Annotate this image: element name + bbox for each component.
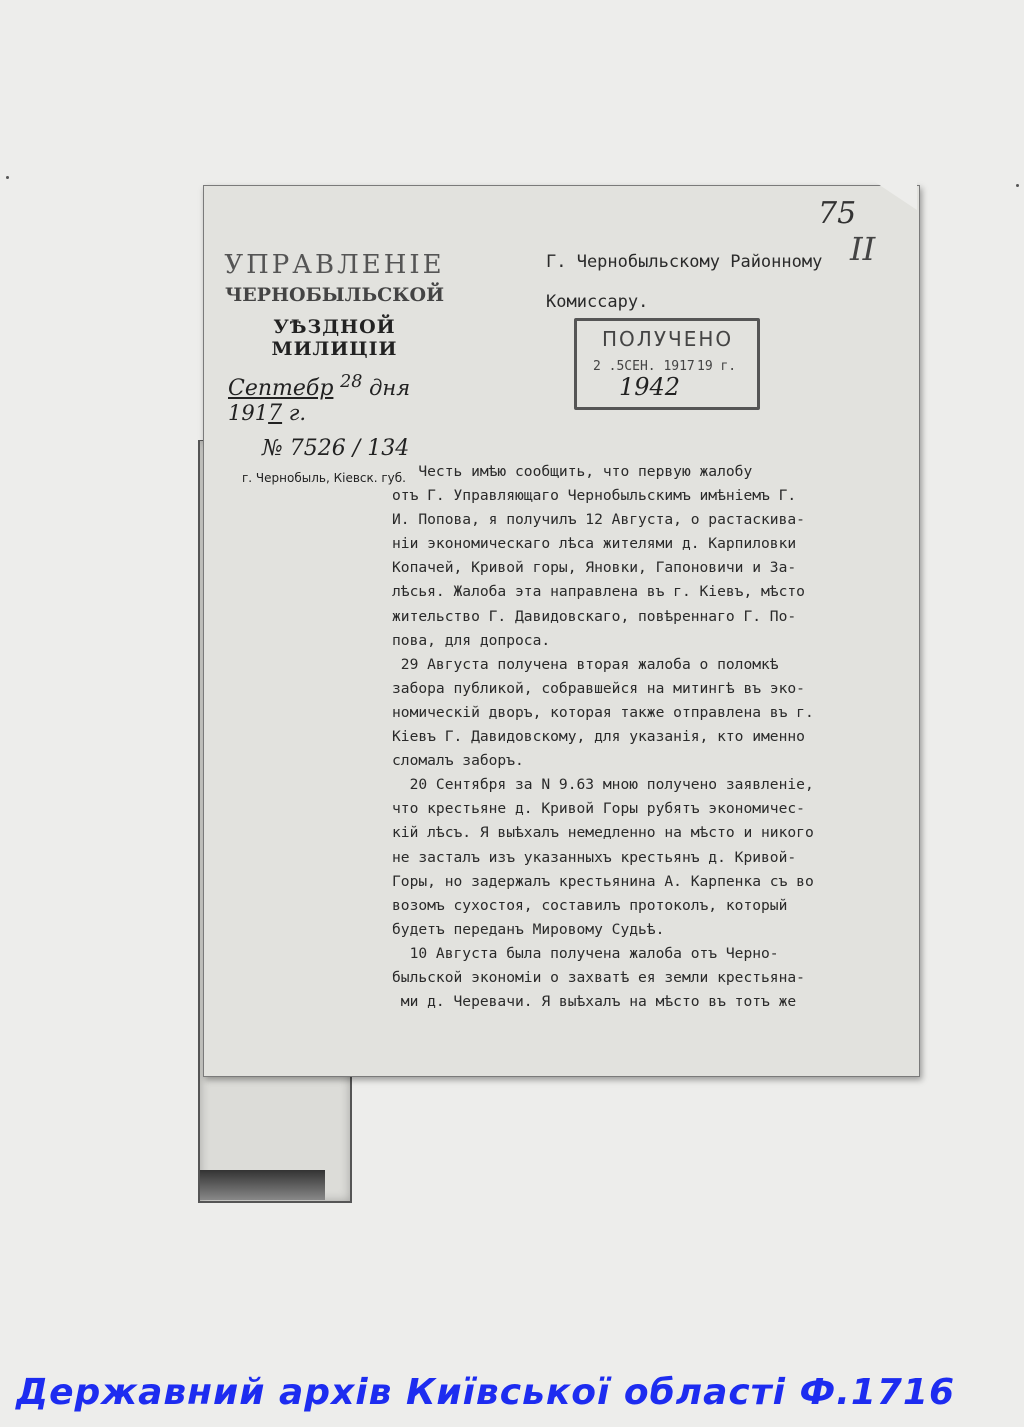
letterhead-stamp [222, 250, 447, 485]
addressee-line1: Г. Чернобыльскому Районному [546, 252, 823, 272]
body-line: Кіевъ Г. Давидовскому, для указанія, кто именно [392, 728, 805, 746]
folio-number: 75 [818, 196, 857, 231]
body-line: отъ Г. Управляющаго Чернобыльскимъ имѣніемъ Г. [392, 487, 797, 505]
stamp-year-tail: 19 г. [697, 359, 737, 374]
date-year-digit: 7 [268, 401, 283, 426]
background-speck [6, 176, 9, 179]
date-day: 28 [340, 372, 363, 392]
body-line: кій лѣсъ. Я выѣхалъ немедленно на мѣсто и никого [392, 824, 814, 842]
folio-second-mark: II [850, 230, 876, 268]
background-speck [1016, 184, 1019, 187]
body-line: пова, для допроса. [392, 631, 551, 649]
body-line: 20 Сентября за N 9.63 мною получено заявленіе, [392, 776, 814, 794]
received-stamp [574, 318, 760, 410]
addressee-line2: Комиссару. [546, 292, 649, 312]
body-line: Копачей, Кривой горы, Яновки, Гапоновичи и За- [392, 559, 797, 577]
date-suffix: г. [288, 401, 307, 425]
body-line: ніи экономическаго лѣса жителями д. Карпиловки [392, 535, 797, 553]
letterhead-line3: УѢЗДНОЙ МИЛИЦІИ [271, 316, 398, 360]
stamp-title: ПОЛУЧЕНО [602, 327, 734, 351]
body-line: 29 Августа получена вторая жалоба о поломкѣ [392, 655, 779, 673]
letterhead-number: № 7526 / 134 [262, 436, 410, 461]
body-line: Горы, но задержалъ крестьянина А. Карпенка съ во [392, 872, 814, 890]
body-line: И. Попова, я получилъ 12 Августа, о растаскива- [392, 511, 805, 529]
letterhead-date [222, 372, 447, 426]
body-line: возомъ сухостоя, составилъ протоколъ, который [392, 896, 788, 914]
body-line: будетъ переданъ Мировому Судьѣ. [392, 920, 665, 938]
body-line: лѣсья. Жалоба эта направлена въ г. Кіевъ, мѣсто [392, 583, 805, 601]
body-line: жительство Г. Давидовскаго, повѣреннаго Г. По- [392, 607, 797, 625]
letterhead-line1: УПРАВЛЕНІЕ [224, 250, 445, 280]
body-line: 10 Августа была получена жалоба отъ Черно- [392, 944, 779, 962]
letterhead-town: г. Чернобыль, Кіевск. губ. [242, 471, 406, 485]
stamp-number: 1942 [619, 373, 681, 401]
torn-corner [872, 180, 917, 210]
body-line: не засталъ изъ указанныхъ крестьянъ д. Кривой- [392, 848, 797, 866]
letterhead-line2: ЧЕРНОБЫЛЬСКОЙ [224, 284, 445, 306]
folded-slip-edge [200, 1170, 325, 1200]
date-month: Септебр [228, 376, 334, 401]
body-line: ми д. Черевачи. Я выѣхалъ на мѣсто въ тотъ же [392, 993, 797, 1011]
date-mid: дня 191 [228, 376, 411, 425]
body-line: забора публикой, собравшейся на митингѣ въ эко- [392, 679, 805, 697]
archive-caption: Державний архів Київської області Ф.1716 [16, 1372, 956, 1413]
body-line: сломалъ заборъ. [392, 752, 524, 770]
body-line: быльской экономіи о захватѣ ея земли крестьяна- [392, 968, 805, 986]
body-line: Честь имѣю сообщить, что первую жалобу [392, 463, 753, 480]
addressee [546, 242, 822, 322]
body-line: номическій дворъ, которая также отправлена въ г. [392, 703, 814, 721]
stamp-date: 2 .5СЕН. 1917 [593, 359, 695, 374]
letter-body [392, 460, 917, 1014]
body-line: что крестьяне д. Кривой Горы рубятъ экономичес- [392, 800, 805, 818]
